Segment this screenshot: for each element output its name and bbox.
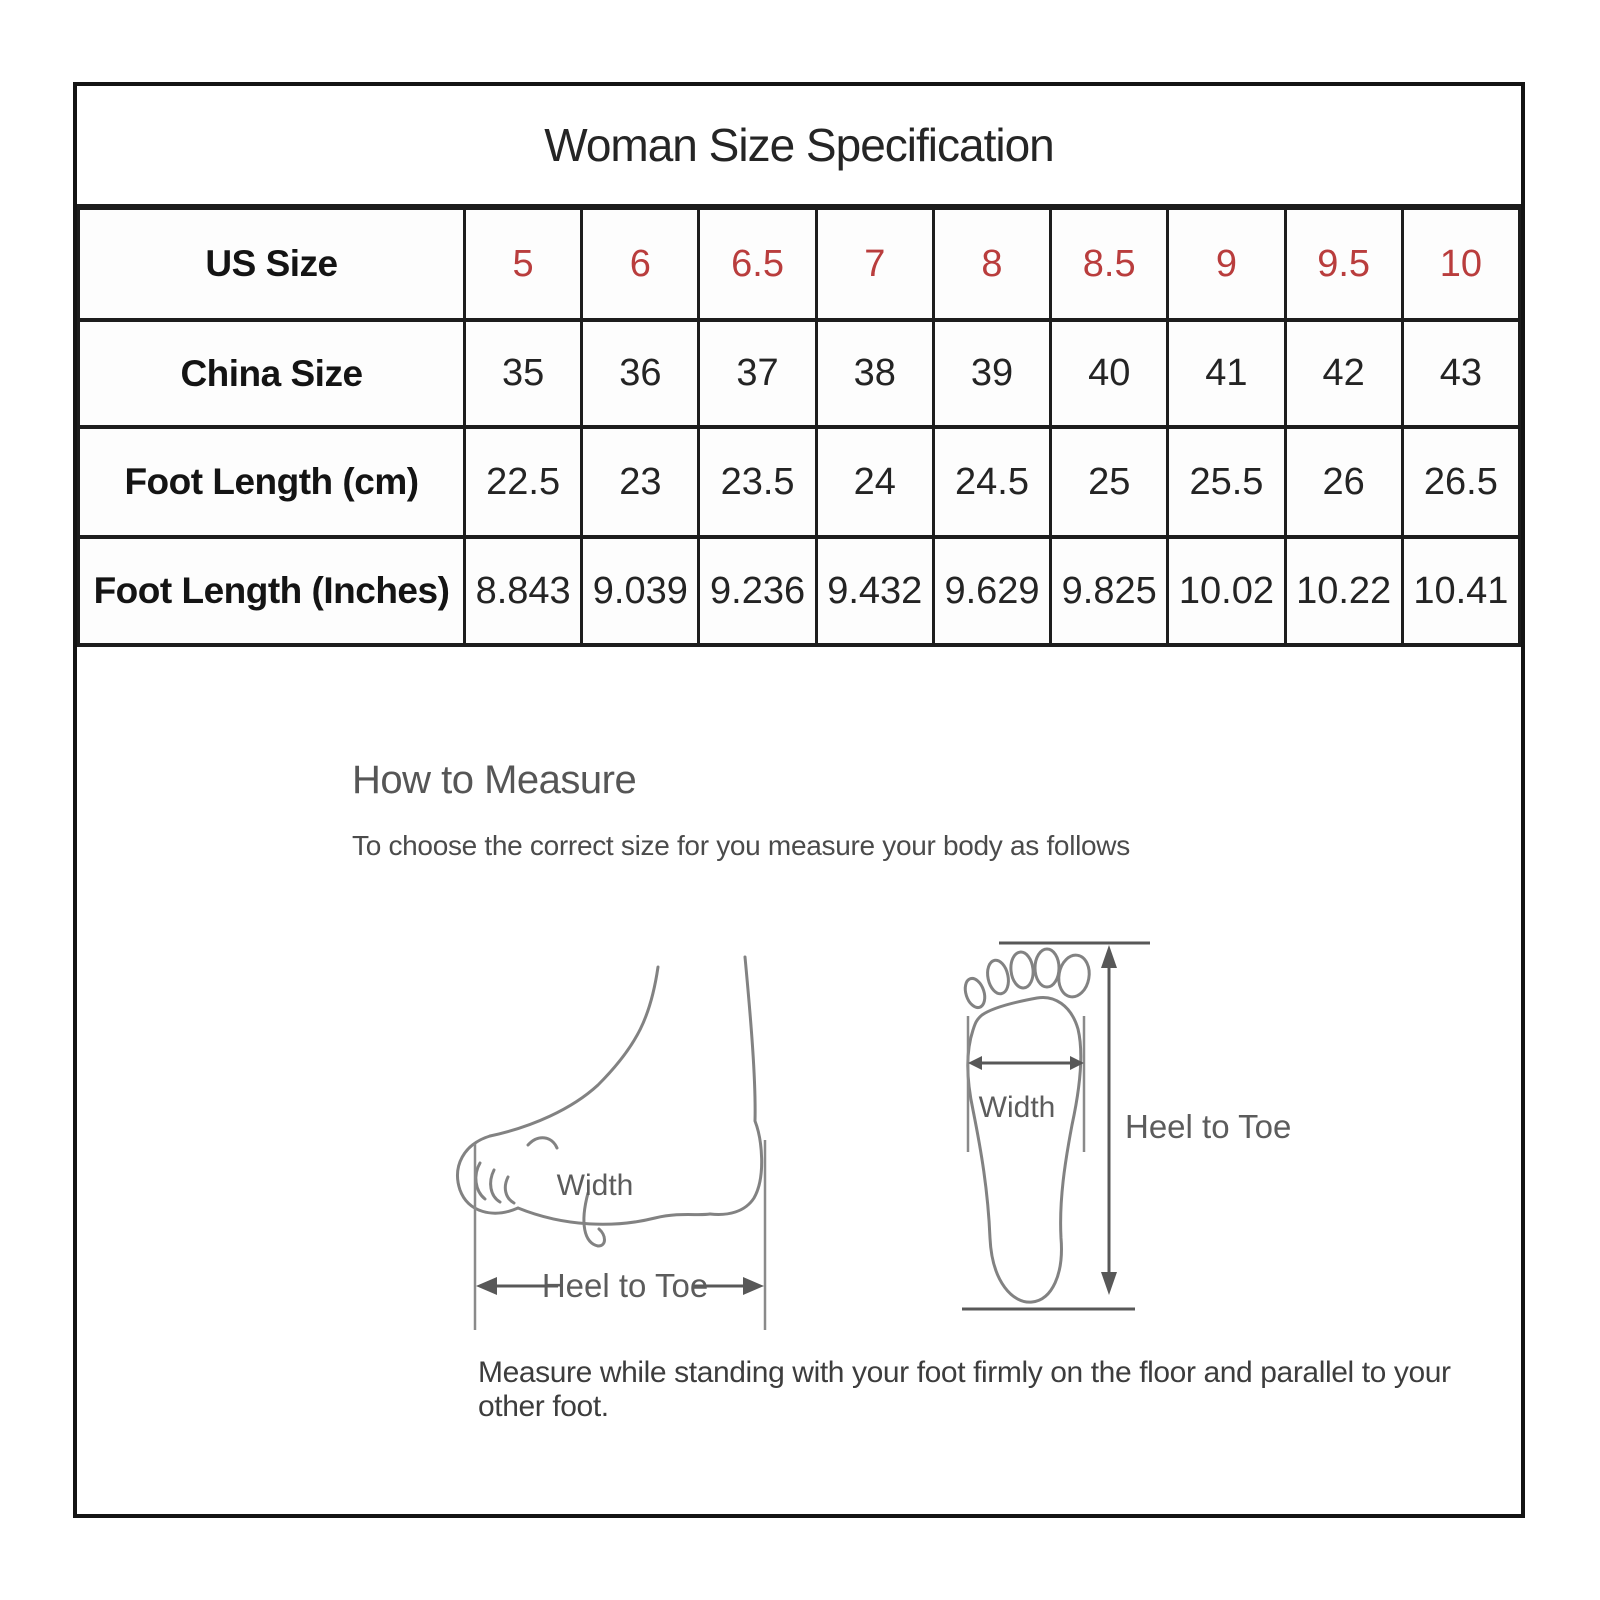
- sole-heel-to-toe-label: Heel to Toe: [1125, 1108, 1292, 1145]
- foot-length-cm-cell: 23.5: [699, 427, 816, 537]
- china-size-cell: 41: [1168, 320, 1285, 427]
- foot-length-inches-cell: 10.02: [1168, 537, 1285, 645]
- foot-length-inches-cell: 9.236: [699, 537, 816, 645]
- us-size-cell: 6.5: [699, 207, 816, 320]
- us-size-cell: 8: [933, 207, 1050, 320]
- table-row-china-size: [79, 320, 1520, 427]
- foot-length-inches-cell: 9.432: [816, 537, 933, 645]
- row-label-us-size: US Size: [79, 207, 465, 320]
- toe-contour-line: [505, 1177, 514, 1203]
- foot-length-cm-cell: 26: [1285, 427, 1402, 537]
- arrowhead-right-icon: [743, 1277, 764, 1295]
- us-size-cell: 10: [1402, 207, 1519, 320]
- china-size-cell: 38: [816, 320, 933, 427]
- foot-length-cm-cell: 23: [582, 427, 699, 537]
- toe-oval: [985, 958, 1012, 995]
- china-size-cell: 35: [465, 320, 582, 427]
- china-size-cell: 37: [699, 320, 816, 427]
- toe-contour-line: [476, 1163, 485, 1199]
- foot-length-inches-cell: 9.825: [1051, 537, 1168, 645]
- china-size-cell: 40: [1051, 320, 1168, 427]
- us-size-cell: 7: [816, 207, 933, 320]
- row-label-foot-length-cm: Foot Length (cm): [79, 427, 465, 537]
- sole-outline: [968, 997, 1081, 1302]
- row-label-china-size: China Size: [79, 320, 465, 427]
- table-row-foot-length-cm: [79, 427, 1520, 537]
- toe-oval: [1056, 953, 1093, 1000]
- arrowhead-left-icon: [968, 1056, 982, 1070]
- sole-bottom-line: [518, 1208, 710, 1224]
- us-size-cell: 9.5: [1285, 207, 1402, 320]
- toes-outline: [458, 1136, 518, 1213]
- foot-length-inches-cell: 9.039: [582, 537, 699, 645]
- front-leg-line: [490, 967, 658, 1136]
- how-to-measure-heading: How to Measure: [352, 758, 637, 802]
- arrowhead-up-icon: [1101, 945, 1117, 968]
- side-heel-to-toe-label: Heel to Toe: [541, 1267, 709, 1304]
- us-size-cell: 8.5: [1051, 207, 1168, 320]
- sole-width-label: Width: [978, 1091, 1056, 1124]
- toe-oval: [1009, 951, 1035, 989]
- foot-length-cm-cell: 22.5: [465, 427, 582, 537]
- foot-length-inches-cell: 10.22: [1285, 537, 1402, 645]
- table-row-foot-length-inches: [79, 537, 1520, 645]
- foot-length-cm-cell: 24.5: [933, 427, 1050, 537]
- arrowhead-down-icon: [1101, 1272, 1117, 1295]
- foot-side-view-diagram: [440, 893, 780, 1333]
- toe-contour-line: [491, 1170, 500, 1202]
- us-size-cell: 5: [465, 207, 582, 320]
- back-leg-heel-line: [710, 957, 762, 1214]
- china-size-cell: 36: [582, 320, 699, 427]
- china-size-cell: 43: [1402, 320, 1519, 427]
- foot-length-inches-cell: 8.843: [465, 537, 582, 645]
- toe-oval: [962, 976, 988, 1010]
- foot-sole-diagram: [935, 912, 1335, 1322]
- us-size-cell: 6: [582, 207, 699, 320]
- measure-footnote: Measure while standing with your foot firmly on the floor and parallel to your other foot.: [478, 1356, 1451, 1423]
- toe-oval: [1035, 949, 1059, 987]
- foot-length-inches-cell: 9.629: [933, 537, 1050, 645]
- table-row-us-size: [79, 207, 1520, 320]
- foot-length-cm-cell: 26.5: [1402, 427, 1519, 537]
- china-size-cell: 42: [1285, 320, 1402, 427]
- how-to-measure-subtext: To choose the correct size for you measure your body as follows: [352, 830, 1130, 861]
- arrowhead-left-icon: [476, 1277, 497, 1295]
- foot-length-cm-cell: 25: [1051, 427, 1168, 537]
- china-size-cell: 39: [933, 320, 1050, 427]
- table-title-row: [79, 86, 1520, 207]
- row-label-foot-length-inches: Foot Length (Inches): [79, 537, 465, 645]
- instep-bump-line: [528, 1138, 557, 1148]
- table-title: Woman Size Specification: [79, 86, 1520, 207]
- size-table: [77, 86, 1521, 647]
- side-width-label: Width: [556, 1169, 634, 1202]
- us-size-cell: 9: [1168, 207, 1285, 320]
- foot-length-cm-cell: 24: [816, 427, 933, 537]
- foot-length-cm-cell: 25.5: [1168, 427, 1285, 537]
- foot-length-inches-cell: 10.41: [1402, 537, 1519, 645]
